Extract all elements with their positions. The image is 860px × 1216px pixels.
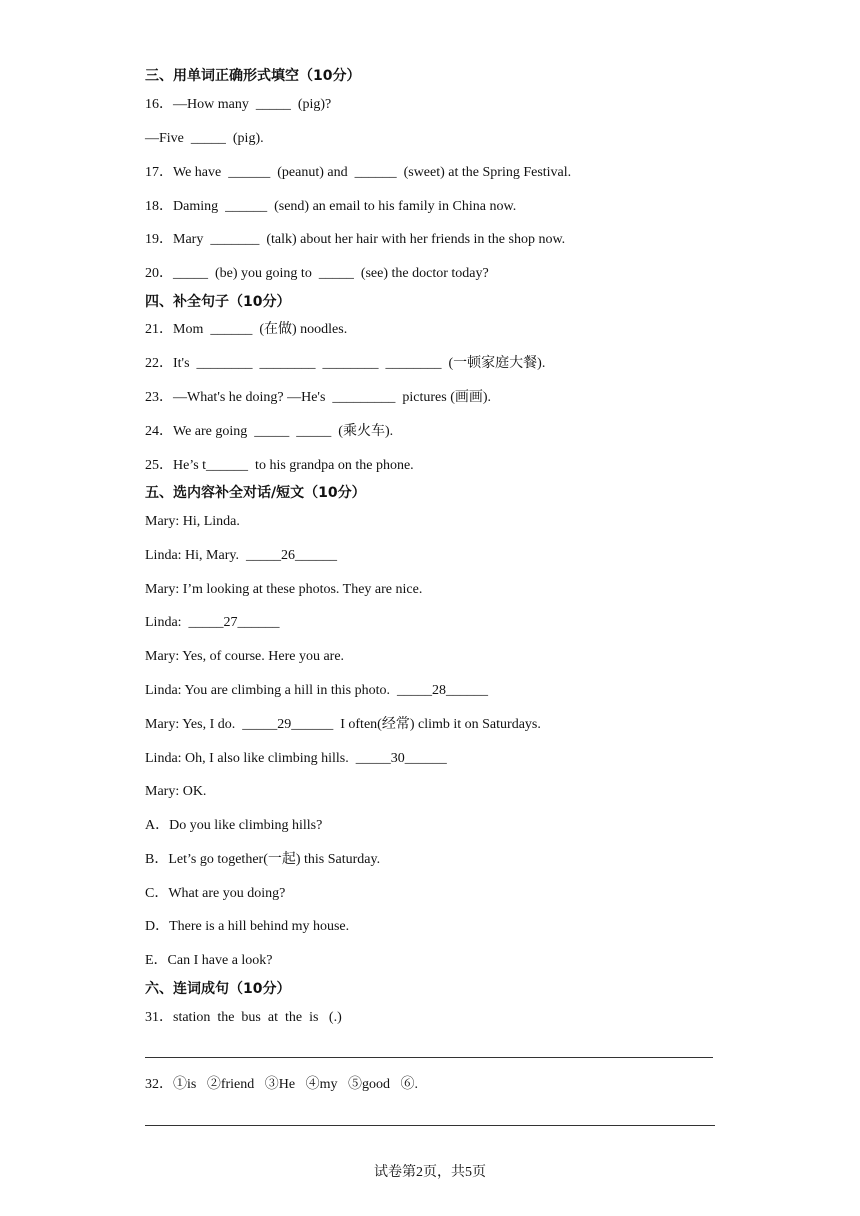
question-20: 20．_____ (be) you going to _____ (see) the doctor today?: [145, 266, 489, 281]
question-21: 21．Mom ______ (在做) noodles.: [145, 322, 348, 337]
answer-line-32: [145, 1125, 715, 1126]
option-a: A．Do you like climbing hills?: [145, 818, 323, 833]
option-c: C．What are you doing?: [145, 886, 286, 901]
section-heading-6: 六、连词成句（10分）: [145, 981, 291, 997]
section-heading-5: 五、选内容补全对话/短文（10分）: [145, 485, 366, 501]
question-22: 22．It's ________ ________ ________ ________ (一顿家庭大餐).: [145, 356, 546, 371]
dialogue-line: Linda: Oh, I also like climbing hills. _____30______: [145, 751, 447, 766]
question-19: 19．Mary _______ (talk) about her hair with her friends in the shop now.: [145, 232, 566, 247]
dialogue-line: Mary: Hi, Linda.: [145, 514, 240, 529]
question-16a: 16．—How many _____ (pig)?: [145, 97, 332, 112]
question-23: 23．—What's he doing? —He's _________ pictures (画画).: [145, 390, 492, 405]
page-footer: 试卷第2页，共5页: [374, 1165, 486, 1180]
dialogue-line: Linda: You are climbing a hill in this photo. _____28______: [145, 683, 488, 698]
dialogue-line: Linda: Hi, Mary. _____26______: [145, 548, 337, 563]
section-heading-4: 四、补全句子（10分）: [145, 294, 291, 310]
question-31: 31．station the bus at the is (.): [145, 1010, 342, 1025]
dialogue-line: Mary: OK.: [145, 784, 207, 799]
question-16b: —Five _____ (pig).: [145, 131, 264, 146]
question-25: 25．He’s t______ to his grandpa on the phone.: [145, 458, 414, 473]
question-24: 24．We are going _____ _____ (乘火车).: [145, 424, 394, 439]
question-18: 18．Daming ______ (send) an email to his family in China now.: [145, 199, 517, 214]
dialogue-line: Mary: Yes, I do. _____29______ I often(经常) climb it on Saturdays.: [145, 717, 541, 732]
option-b: B．Let’s go together(一起) this Saturday.: [145, 852, 381, 867]
question-17: 17．We have ______ (peanut) and ______ (sweet) at the Spring Festival.: [145, 165, 572, 180]
section-heading-3: 三、用单词正确形式填空（10分）: [145, 68, 361, 84]
dialogue-line: Linda: _____27______: [145, 615, 280, 630]
option-e: E．Can I have a look?: [145, 953, 273, 968]
dialogue-line: Mary: Yes, of course. Here you are.: [145, 649, 345, 664]
dialogue-line: Mary: I’m looking at these photos. They are nice.: [145, 582, 423, 597]
answer-line-31: [145, 1057, 713, 1058]
option-d: D．There is a hill behind my house.: [145, 919, 350, 934]
question-32: 32．①is ②friend ③He ④my ⑤good ⑥.: [145, 1077, 418, 1092]
